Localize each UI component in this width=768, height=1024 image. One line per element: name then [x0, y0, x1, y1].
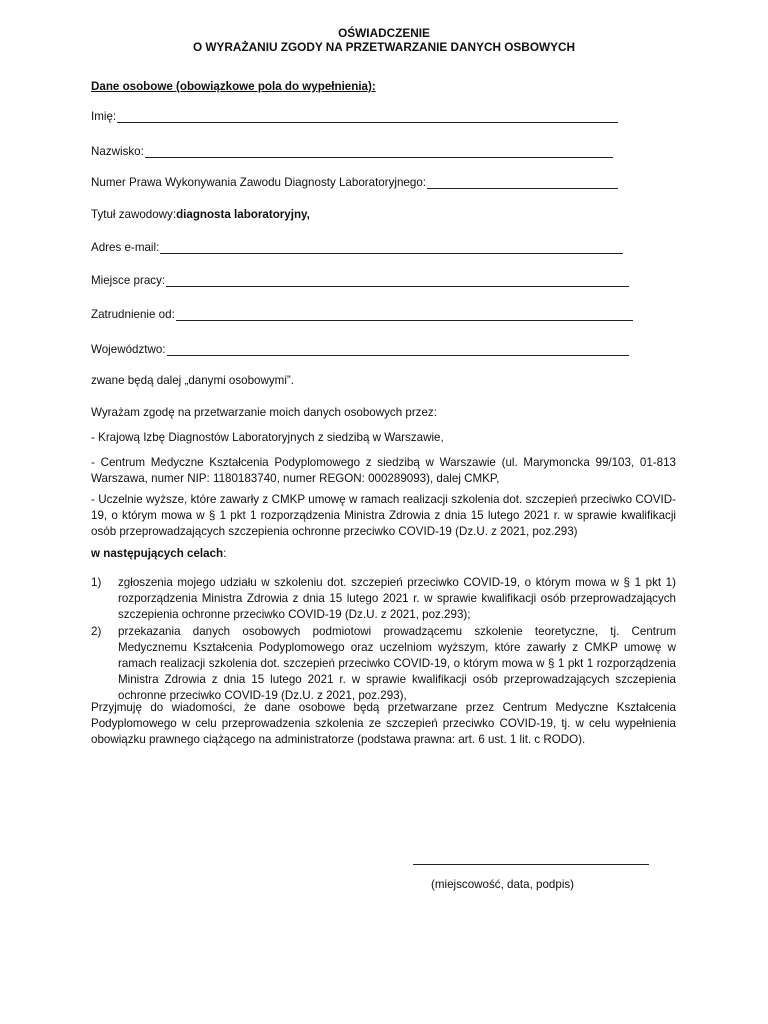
list-item-text: zgłoszenia mojego udziału w szkoleniu dot. szczepień przeciwko COVID-19, o którym mowa w § 1 pkt 1) rozporządzenia Ministra Zdrowia z dnia 15 lutego 2021 r. w sprawie kwalifikacji osób przeprowadzających szczepienia ochronne przeciwko COVID-19 (Dz.U. z 2021, poz.293);	[118, 576, 676, 621]
first-name-label: Imię:	[91, 110, 117, 123]
list-item-number: 1)	[91, 576, 102, 589]
workplace-field[interactable]	[91, 271, 629, 287]
title-line-1: OŚWIADCZENIE	[338, 26, 430, 40]
professional-title-value: diagnosta laboratoryjny,	[176, 208, 310, 221]
title-line-2: O WYRAŻANIU ZGODY NA PRZETWARZANIE DANYCH OSBOWYCH	[192, 40, 576, 54]
purposes-heading-colon: :	[223, 547, 227, 560]
last-name-blank[interactable]	[145, 145, 613, 158]
list-item-text: przekazania danych osobowych podmiotowi prowadzącemu szkolenie teoretyczne, tj. Centrum Medycznemu Kształcenia Podyplomowego oraz uczelniom wyższym, które zawarły z CMKP umowę w ramach realizacji szkolenia dot. szczepień przeciwko COVID-19, o którym mowa w § 1 pkt 1 rozporządzenia Ministra Zdrowia z dnia 15 lutego 2021 r. w sprawie kwalifikacji osób przeprowadzających szczepienia ochronne przeciwko COVID-19 (Dz.U. z 2021, poz.293),	[118, 625, 676, 702]
voivodeship-field[interactable]	[91, 340, 629, 356]
signature-line[interactable]	[413, 864, 649, 865]
workplace-blank[interactable]	[166, 274, 629, 287]
acknowledgement-paragraph: Przyjmuję do wiadomości, że dane osobowe będą przetwarzane przez Centrum Medyczne Kształcenia Podyplomowego w celu przeprowadzenia szkolenia ze szczepień przeciwko COVID-19, tj. w celu wypełnienia obowiązku prawnego ciążącego na administratorze (podstawa prawna: art. 6 ust. 1 lit. c RODO).	[91, 701, 676, 746]
voivodeship-label: Województwo:	[91, 343, 166, 356]
voivodeship-blank[interactable]	[167, 343, 629, 356]
license-number-blank[interactable]	[427, 176, 618, 189]
consent-entity-cmkp: - Centrum Medyczne Kształcenia Podyplomowego z siedzibą w Warszawie (ul. Marymoncka 99/103, 01-813 Warszawa, numer NIP: 1180183740, numer REGON: 000289093), dalej CMKP,	[91, 456, 676, 485]
last-name-label: Nazwisko:	[91, 145, 144, 158]
consent-entity-universities: - Uczelnie wyższe, które zawarły z CMKP umowę w ramach realizacji szkolenia dot. szczepień przeciwko COVID-19, o którym mowa w § 1 pkt 1 rozporządzenia Ministra Zdrowia z dnia 15 lutego 2021 r. w sprawie kwalifikacji osób przeprowadzających szczepienia ochronne przeciwko COVID-19 (Dz.U. z 2021, poz.293)	[91, 493, 676, 538]
consent-entity-kidl: - Krajową Izbę Diagnostów Laboratoryjnych z siedzibą w Warszawie,	[91, 431, 444, 444]
license-number-field[interactable]	[91, 173, 618, 189]
document-title	[0, 26, 768, 54]
employment-since-field[interactable]	[91, 305, 633, 321]
consent-intro: Wyrażam zgodę na przetwarzanie moich danych osobowych przez:	[91, 406, 437, 419]
purposes-heading-bold: w następujących celach	[91, 547, 224, 560]
email-field[interactable]	[91, 238, 623, 254]
list-item-number: 2)	[91, 625, 102, 638]
list-item	[91, 575, 676, 623]
list-item	[91, 624, 676, 704]
professional-title-label: Tytuł zawodowy:	[91, 208, 177, 221]
professional-title-field	[91, 205, 310, 221]
workplace-label: Miejsce pracy:	[91, 274, 166, 287]
signature-caption: (miejscowość, data, podpis)	[431, 878, 575, 891]
purposes-heading	[91, 546, 676, 562]
employment-since-label: Zatrudnienie od:	[91, 308, 175, 321]
employment-since-blank[interactable]	[176, 308, 633, 321]
purposes-list	[91, 575, 676, 704]
personal-data-definition: zwane będą dalej „danymi osobowymi”.	[91, 374, 294, 387]
first-name-blank[interactable]	[117, 110, 618, 123]
license-number-label: Numer Prawa Wykonywania Zawodu Diagnosty Laboratoryjnego:	[91, 176, 426, 189]
email-blank[interactable]	[160, 241, 623, 254]
email-label: Adres e-mail:	[91, 241, 160, 254]
section-heading: Dane osobowe (obowiązkowe pola do wypełnienia):	[91, 80, 376, 93]
last-name-field[interactable]	[91, 142, 613, 158]
first-name-field[interactable]	[91, 107, 618, 123]
